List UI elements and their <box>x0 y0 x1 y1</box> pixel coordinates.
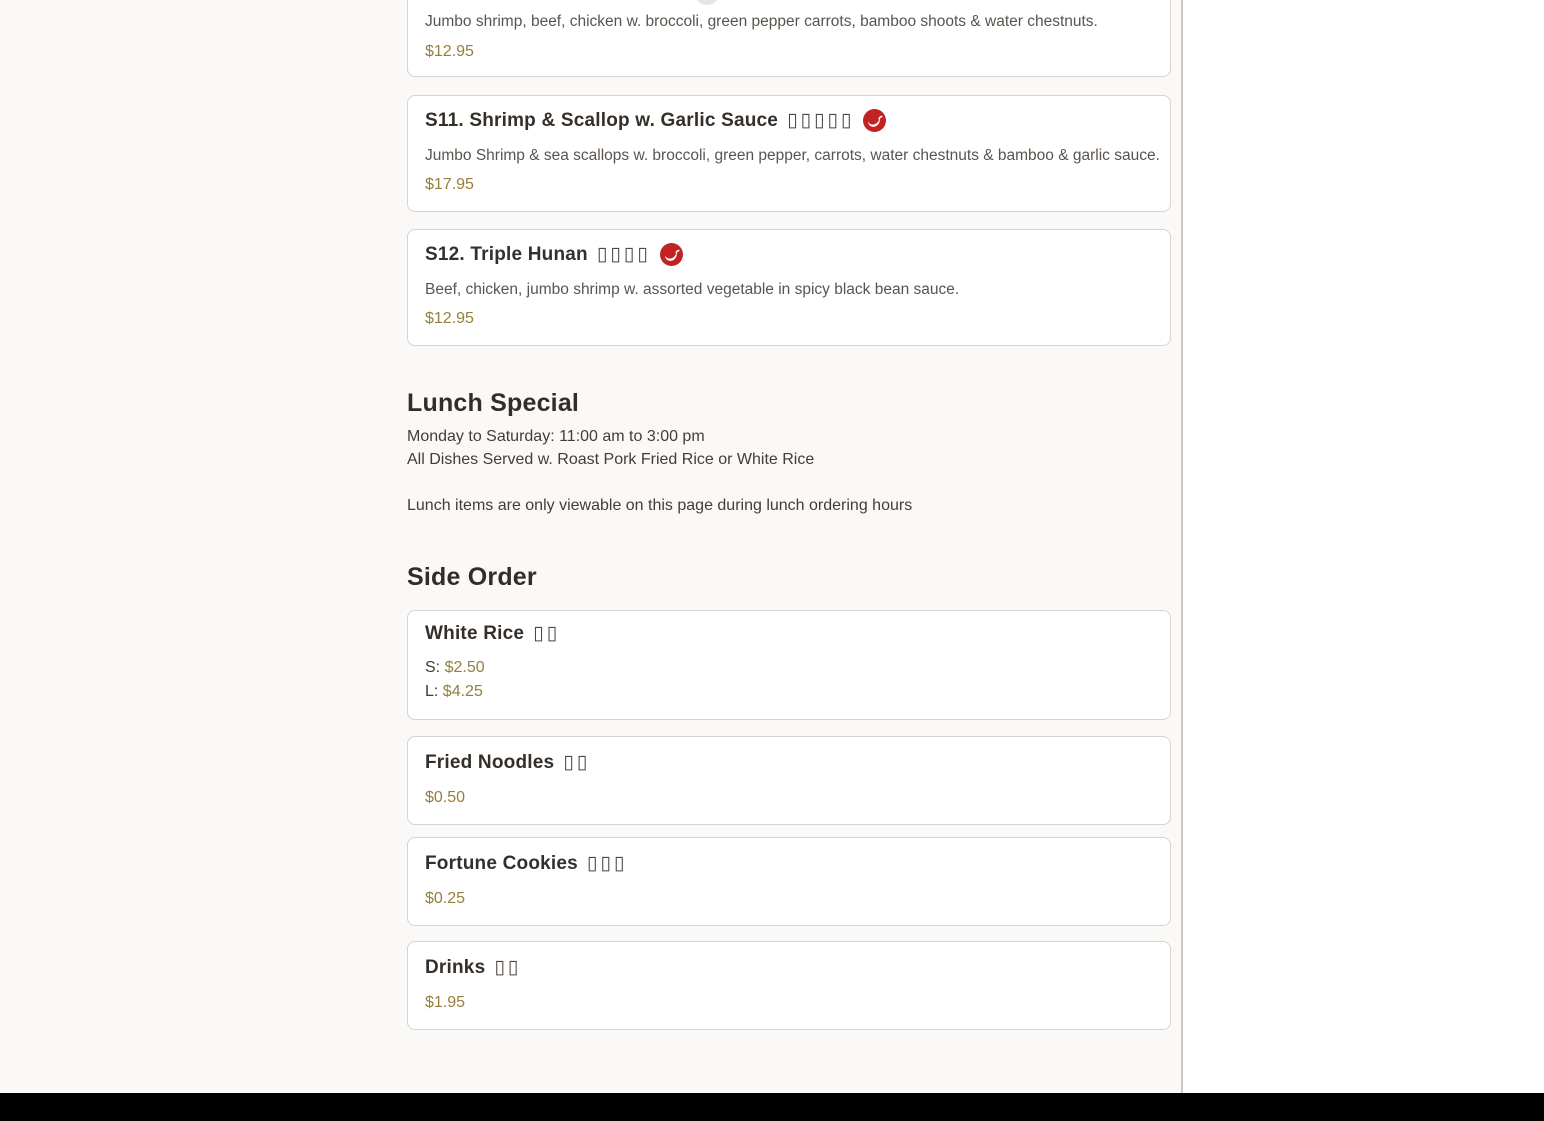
section-heading-lunch-special: Lunch Special <box>407 389 580 417</box>
side-item-card[interactable] <box>407 610 1171 720</box>
menu-item-card[interactable] <box>407 95 1171 212</box>
size-label: S: <box>425 659 441 676</box>
item-description: Jumbo Shrimp & sea scallops w. broccoli, green pepper, carrots, water chestnuts & bamboo & garlic sauce. <box>425 147 1160 164</box>
item-price: $17.95 <box>425 176 474 193</box>
lunch-visibility-note: Lunch items are only viewable on this page during lunch ordering hours <box>407 497 913 514</box>
section-heading-side-order: Side Order <box>407 563 537 591</box>
menu-item-card[interactable] <box>407 0 1171 77</box>
item-title-row <box>425 242 1156 267</box>
size-price-large <box>425 681 483 703</box>
menu-item-card[interactable] <box>407 229 1171 346</box>
item-title: White Rice <box>425 622 525 644</box>
size-price-small <box>425 657 485 679</box>
size-label: L: <box>425 683 439 700</box>
item-title: S12. Triple Hunan <box>425 243 588 265</box>
footer-bar <box>0 1093 1544 1121</box>
menu-content-column <box>407 0 1171 1121</box>
item-price: $1.95 <box>425 994 466 1011</box>
item-cjk-placeholder: ▯▯ <box>563 752 591 773</box>
item-description: Beef, chicken, jumbo shrimp w. assorted vegetable in spicy black bean sauce. <box>425 281 960 298</box>
item-cjk-placeholder: ▯▯▯▯ <box>596 244 651 265</box>
item-price: $0.25 <box>425 890 466 907</box>
item-title: Fried Noodles <box>425 751 555 773</box>
side-item-card[interactable] <box>407 837 1171 926</box>
item-title-row <box>425 750 1156 775</box>
spicy-icon <box>660 243 683 266</box>
item-title-row <box>425 851 1156 876</box>
size-price: $4.25 <box>442 683 483 700</box>
item-price: $12.95 <box>425 43 474 60</box>
item-price: $12.95 <box>425 310 474 327</box>
lunch-served-with-text: All Dishes Served w. Roast Pork Fried Rice or White Rice <box>407 451 815 468</box>
item-title-row <box>425 955 1156 980</box>
item-title: S11. Shrimp & Scallop w. Garlic Sauce <box>425 109 779 131</box>
item-title: Drinks <box>425 956 486 978</box>
item-cjk-placeholder: ▯▯▯ <box>586 853 628 874</box>
item-title-row <box>425 108 1156 133</box>
spicy-icon <box>863 109 886 132</box>
item-cjk-placeholder: ▯▯▯▯▯ <box>787 110 855 131</box>
item-price: $0.50 <box>425 789 466 806</box>
item-title-row <box>425 621 1156 646</box>
side-item-card[interactable] <box>407 736 1171 825</box>
item-description: Jumbo shrimp, beef, chicken w. broccoli, green pepper carrots, bamboo shoots & water chestnuts. <box>425 13 1098 30</box>
lunch-hours-text: Monday to Saturday: 11:00 am to 3:00 pm <box>407 428 705 445</box>
item-cjk-placeholder: ▯▯ <box>533 623 561 644</box>
item-cjk-placeholder: ▯▯ <box>494 957 522 978</box>
item-title: Fortune Cookies <box>425 852 578 874</box>
size-price: $2.50 <box>444 659 485 676</box>
side-item-card[interactable] <box>407 941 1171 1030</box>
